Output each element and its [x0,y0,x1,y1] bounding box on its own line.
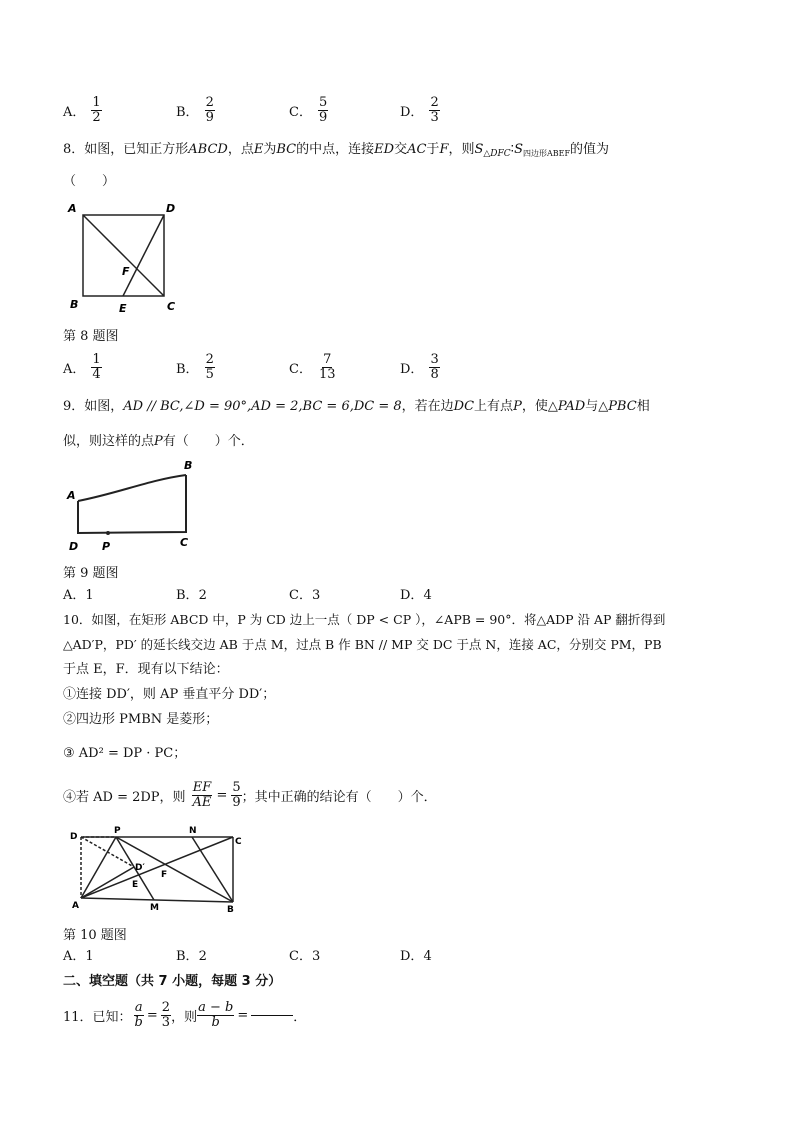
q9-option-d[interactable] [400,587,432,605]
q9-var: P [513,399,522,414]
section-heading: 二、填空题（共 7 小题，每题 3 分） [63,974,282,989]
fraction-two-thirds [161,1001,171,1029]
segment-ap [81,837,116,898]
q11-text: ，则 [171,1009,198,1025]
area-subscript: 四边形ABEF [522,149,571,158]
option-fraction [429,96,439,124]
q10-figure [64,822,254,917]
option-value: 1 [85,588,94,603]
q9-text: 相 [636,399,650,414]
label-a: A [72,901,79,911]
trapezoid-sides [78,475,186,533]
q8-option-d[interactable] [400,350,440,384]
label-b: B [184,459,193,472]
label-b: B [227,905,234,915]
q8-option-b[interactable] [176,350,215,384]
equals-sign: = [146,1007,158,1023]
label-d: D [69,540,79,553]
label-c: C [180,536,189,549]
q8-stem [63,141,609,163]
label-f: F [161,870,168,880]
option-value: 4 [423,949,432,964]
q9-stem-line2 [63,433,254,451]
figure-caption: 第 8 题图 [63,329,119,344]
q9-text: 有（ ）个． [162,434,254,449]
side-ab [81,898,233,902]
option-value: 2 [198,949,207,964]
label-p: P [102,540,111,553]
denominator: b [211,1014,220,1030]
q10-conclusion-3: ③ AD² = DP · PC； [63,746,187,761]
denominator: 4 [92,366,101,382]
q9-text: 似，则这样的点 [63,434,155,449]
figure-caption: 第 9 题图 [63,566,119,581]
q11-stem [63,998,306,1032]
fraction-a-over-b [134,1001,144,1029]
q10-text: ；其中正确的结论有（ ）个． [241,789,437,805]
q8-option-a[interactable] [63,350,102,384]
denominator: b [134,1014,143,1030]
q9-text: ，若在边 [401,399,454,414]
q8-var: AC [407,142,427,157]
numerator: EF [192,779,212,795]
option-fraction [429,353,439,381]
numerator: 2 [161,999,171,1015]
q10-conclusion-2: ②四边形 PMBN 是菱形； [63,712,219,727]
q9-var: P [154,434,163,449]
equals-sign: = [237,1007,249,1023]
numerator: 1 [92,351,101,367]
q11-text: 11．已知： [63,1009,132,1025]
label-c: C [235,837,242,847]
denominator: 3 [161,1014,171,1030]
q11-text: ． [293,1009,307,1025]
diagonal-ac [83,215,164,296]
q10-stem-line3: 于点 E，F．现有以下结论： [63,662,229,677]
option-letter: B． [176,104,199,120]
option-fraction [205,353,215,381]
q8-option-c[interactable] [289,350,337,384]
denominator: 2 [92,109,101,125]
equals-sign: = [216,787,228,803]
denominator: 5 [205,366,214,382]
option-fraction [318,96,328,124]
option-letter: B． [176,588,199,603]
q9-text: ，使△ [521,399,558,414]
label-d-prime: D′ [135,863,145,873]
numerator: 1 [92,94,101,110]
q10-option-a[interactable] [63,948,94,966]
option-value: 3 [311,949,321,964]
option-value: 2 [198,588,207,603]
q9-option-c[interactable] [289,587,320,605]
option-letter: D． [400,588,424,603]
q9-var: DC [453,399,475,414]
option-fraction [91,353,101,381]
area-subscript: △DFC [483,149,511,159]
q10-option-d[interactable] [400,948,432,966]
option-letter: A． [63,588,86,603]
value-fraction [231,781,241,809]
label-b: B [70,298,79,311]
denominator: 9 [205,109,214,125]
answer-blank[interactable] [251,1015,293,1016]
q10-stem-line1: 10．如图，在矩形 ABCD 中，P 为 CD 边上一点（ DP < CP ），∠APB = 90°．将△ADP 沿 AP 翻折得到 [63,612,666,627]
option-letter: B． [176,361,199,377]
segment-pb [116,837,233,902]
option-letter: A． [63,104,86,120]
option-letter: C． [289,588,312,603]
label-n: N [189,826,197,836]
label-c: C [167,300,176,313]
q8-text: 于 [426,142,440,157]
label-d: D [70,832,78,842]
q10-conclusion-1: ①连接 DD′，则 AP 垂直平分 DD′； [63,687,276,702]
q9-stem-line1 [63,398,650,416]
denominator: 9 [318,109,328,125]
q9-figure [64,455,204,555]
option-fraction [91,96,101,124]
option-letter: B． [176,949,199,964]
option-fraction [318,353,337,381]
q9-var: PAD [557,399,586,414]
q9-math: AD // BC,∠D = 90°,AD = 2,BC = 6,DC = 8 [123,399,402,414]
option-letter: D． [400,104,424,120]
denominator: 3 [430,109,439,125]
label-a: A [67,489,76,502]
q9-text: 与△ [585,399,609,414]
option-letter: D． [400,949,424,964]
label-e: E [119,302,127,315]
denominator: 13 [318,366,336,382]
q8-text: ，点 [227,142,254,157]
denominator: 8 [430,366,439,382]
numerator: 3 [430,351,439,367]
option-fraction [205,96,215,124]
q8-var: E [253,142,264,157]
denominator: AE [192,794,212,810]
ratio-colon: ∶ [510,142,515,157]
label-e: E [132,880,139,890]
segment-dd2-dashed [81,837,134,867]
q8-var: ED [374,142,395,157]
q8-text: 8．如图，已知正方形 [63,142,189,157]
numerator: a − b [198,999,234,1015]
label-d: D [166,202,176,215]
label-p: P [114,826,121,836]
figure-caption: 第 10 题图 [63,928,127,943]
option-letter: C． [289,104,312,120]
label-m: M [150,903,159,913]
q9-var: PBC [608,399,637,414]
numerator: 7 [323,351,332,367]
fraction-expression [197,1001,234,1029]
q8-var: F [439,142,449,157]
label-f: F [122,265,130,278]
q8-text: 为 [263,142,277,157]
label-a: A [68,202,77,215]
option-letter: C． [289,361,312,377]
q10-stem-line2: △AD′P，PD′ 的延长线交边 AB 于点 M，过点 B 作 BN // MP 交 DC 于点 N，连接 AC，分别交 PM，PB [63,637,662,652]
q7-option-d[interactable] [400,93,440,127]
numerator: 2 [205,351,214,367]
q8-text: ，则 [448,142,475,157]
numerator: a [134,999,143,1015]
q9-text: 上有点 [474,399,514,414]
point-p [106,531,110,535]
side-ab [78,475,186,501]
q9-option-a[interactable] [63,587,94,605]
option-value: 3 [311,588,321,603]
segment-ad2 [81,867,134,898]
option-letter: D． [400,361,424,377]
q7-option-b[interactable] [176,93,215,127]
q10-option-c[interactable] [289,948,320,966]
q10-conclusion-4 [63,778,437,812]
q7-option-a[interactable] [63,93,102,127]
option-value: 1 [85,949,94,964]
option-letter: A． [63,361,86,377]
numerator: 2 [430,94,439,110]
area-symbol: S [474,142,484,157]
q8-text: 的值为 [570,142,610,157]
numerator: 2 [205,94,214,110]
q10-option-b[interactable] [176,948,207,966]
numerator: 5 [232,779,241,795]
option-letter: C． [289,949,312,964]
answer-paren: （ ） [63,174,116,189]
option-value: 4 [423,588,432,603]
q8-figure [64,198,194,316]
q8-var: ABCD [188,142,228,157]
q8-text: 交 [394,142,408,157]
denominator: 9 [232,794,241,810]
q10-text: ④若 AD = 2DP，则 [63,789,186,805]
option-letter: A． [63,949,86,964]
q8-var: BC [276,142,297,157]
q9-text: 9．如图， [63,399,124,414]
segment-nb [192,837,233,902]
numerator: 5 [318,94,328,110]
ratio-fraction [192,781,213,809]
q8-text: 的中点，连接 [296,142,375,157]
q7-option-c[interactable] [289,93,328,127]
q9-option-b[interactable] [176,587,207,605]
segment-ed [123,215,164,296]
area-symbol: S [514,142,523,157]
